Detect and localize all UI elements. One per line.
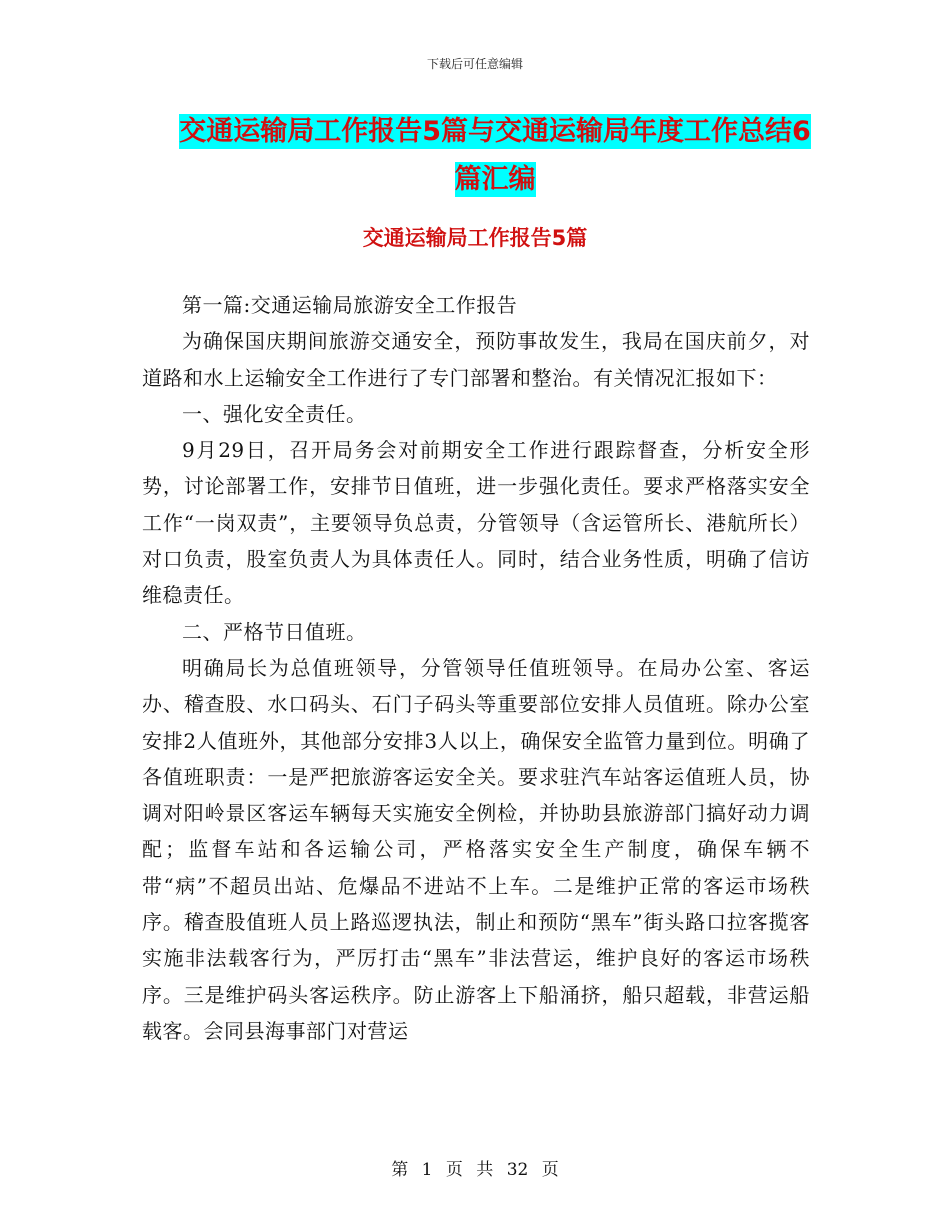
page-number: 1 xyxy=(421,1160,433,1180)
document-title-line2: 篇汇编 xyxy=(454,164,536,195)
paragraph: 二、严格节日值班。 xyxy=(182,619,367,644)
header-note: 下载后可任意编辑 xyxy=(426,57,523,71)
paragraph: 明确局长为总值班领导，分管领导任值班领导。在局办公室、客运办、稽查股、水口码头、石门子码头等重要部位安排人员值班。除办公室安排2人值班外，其他部分安排3人以上，确保安全监管力量到位。明确了各值班职责：一是严把旅游客运安全关。要求驻汽车站客运值班人员，协调对阳岭景区客运车辆每天实施安全例检，并协助县旅游部门搞好动力调配；监督车站和各运输公司，严格落实安全生产制度，确保车辆不带“病”不超员出站、危爆品不进站不上车。二是维护正常的客运市场秩序。稽查股值班人员上路巡逻执法，制止和预防“黑车”街头路口拉客揽客实施非法载客行为，严厉打击“黑车”非法营运，维护良好的客运市场秩序。三是维护码头客运秩序。防止游客上下船涌挤，船只超载，非营运船载客。会同县海事部门对营运 xyxy=(142,655,810,1043)
footer-total-word: 共 xyxy=(476,1160,494,1180)
paragraph: 一、强化安全责任。 xyxy=(182,401,367,426)
paragraph: 为确保国庆期间旅游交通安全，预防事故发生，我局在国庆前夕，对道路和水上运输安全工作进行了专门部署和整治。有关情况汇报如下： xyxy=(142,329,810,390)
page-footer xyxy=(0,1155,950,1180)
footer-page-word: 页 xyxy=(445,1160,463,1180)
footer-suffix: 页 xyxy=(541,1160,559,1180)
footer-prefix: 第 xyxy=(391,1160,409,1180)
paragraph: 第一篇:交通运输局旅游安全工作报告 xyxy=(182,293,518,317)
page-total: 32 xyxy=(506,1160,529,1180)
document-body xyxy=(142,287,810,1049)
document-title xyxy=(140,108,850,204)
section-title: 交通运输局工作报告5篇 xyxy=(362,226,588,250)
document-title-line1: 交通运输局工作报告5篇与交通运输局年度工作总结6 xyxy=(179,116,811,147)
paragraph: 9月29日，召开局务会对前期安全工作进行跟踪督查，分析安全形势，讨论部署工作，安排节日值班，进一步强化责任。要求严格落实安全工作“一岗双责”，主要领导负总责，分管领导（含运管所长、港航所长）对口负责，股室负责人为具体责任人。同时，结合业务性质，明确了信访维稳责任。 xyxy=(142,438,810,608)
